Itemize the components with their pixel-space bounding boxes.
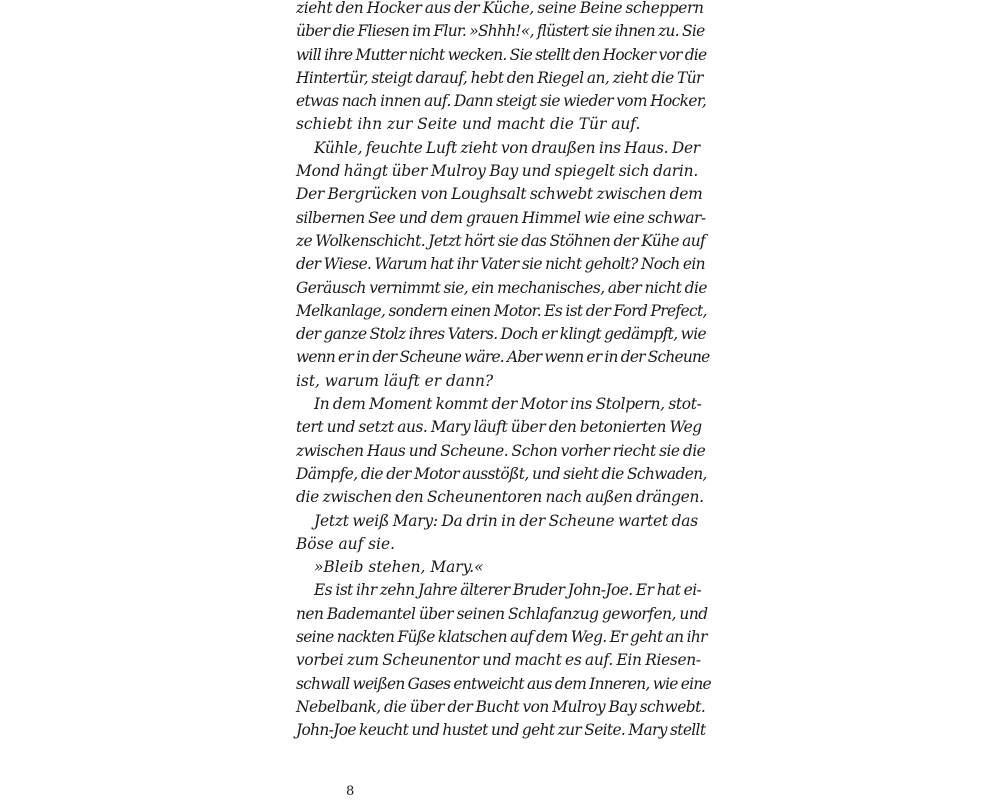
text-line: Mond hängt über Mulroy Bay und spiegelt sich darin. <box>296 162 699 181</box>
text-line: John-Joe keucht und hustet und geht zur Seite. Mary stellt <box>296 721 706 740</box>
text-line: vorbei zum Scheunentor und macht es auf. Ein Riesen- <box>296 651 701 670</box>
text-line: ze Wolkenschicht. Jetzt hört sie das Stöhnen der Kühe auf <box>296 231 706 250</box>
text-line: zwischen Haus und Scheune. Schon vorher riecht sie die <box>296 441 706 460</box>
text-line: Böse auf sie. <box>296 534 395 553</box>
text-line: Melkanlage, sondern einen Motor. Es ist der Ford Prefect, <box>296 301 707 320</box>
text-line: Geräusch vernimmt sie, ein mechanisches, aber nicht die <box>296 278 707 297</box>
text-line: Kühle, feuchte Luft zieht von draußen ins Haus. Der <box>314 138 700 157</box>
text-line: will ihre Mutter nicht wecken. Sie stellt den Hocker vor die <box>296 45 707 64</box>
text-line: »Bleib stehen, Mary.« <box>314 558 484 577</box>
text-line: silbernen See und dem grauen Himmel wie eine schwar- <box>296 208 706 227</box>
text-line: seine nackten Füße klatschen auf dem Weg. Er geht an ihr <box>296 628 707 647</box>
text-line: schwall weißen Gases entweicht aus dem Inneren, wie eine <box>296 674 711 693</box>
text-line: etwas nach innen auf. Dann steigt sie wieder vom Hocker, <box>296 92 707 111</box>
text-line: In dem Moment kommt der Motor ins Stolpern, stot- <box>314 395 702 414</box>
text-line: Der Bergrücken von Loughsalt schwebt zwischen dem <box>296 185 703 204</box>
text-line: Dämpfe, die der Motor ausstößt, und sieht die Schwaden, <box>296 464 707 483</box>
text-line: tert und setzt aus. Mary läuft über den betonierten Weg <box>296 418 702 437</box>
text-line: ist, warum läuft er dann? <box>296 371 494 390</box>
text-line: schiebt ihn zur Seite und macht die Tür auf. <box>296 115 641 134</box>
text-line: der Wiese. Warum hat ihr Vater sie nicht geholt? Noch ein <box>296 255 705 274</box>
text-line: über die Fliesen im Flur. »Shhh!«, flüstert sie ihnen zu. Sie <box>296 22 705 41</box>
text-line: wenn er in der Scheune wäre. Aber wenn er in der Scheune <box>296 348 710 367</box>
text-line: der ganze Stolz ihres Vaters. Doch er klingt gedämpft, wie <box>296 325 706 344</box>
text-line: die zwischen den Scheunentoren nach außen drängen. <box>296 488 704 507</box>
text-line: zieht den Hocker aus der Küche, seine Beine scheppern <box>296 0 704 17</box>
text-line: nen Bademantel über seinen Schlafanzug geworfen, und <box>296 604 708 623</box>
text-line: Jetzt weiß Mary: Da drin in der Scheune wartet das <box>314 511 698 530</box>
page-number: 8 <box>346 784 355 799</box>
body-text <box>296 0 711 743</box>
text-line: Hintertür, steigt darauf, hebt den Riegel an, zieht die Tür <box>296 68 703 87</box>
text-line: Nebelbank, die über der Bucht von Mulroy Bay schwebt. <box>296 697 706 716</box>
text-line: Es ist ihr zehn Jahre älterer Bruder John-Joe. Er hat ei- <box>314 581 702 600</box>
